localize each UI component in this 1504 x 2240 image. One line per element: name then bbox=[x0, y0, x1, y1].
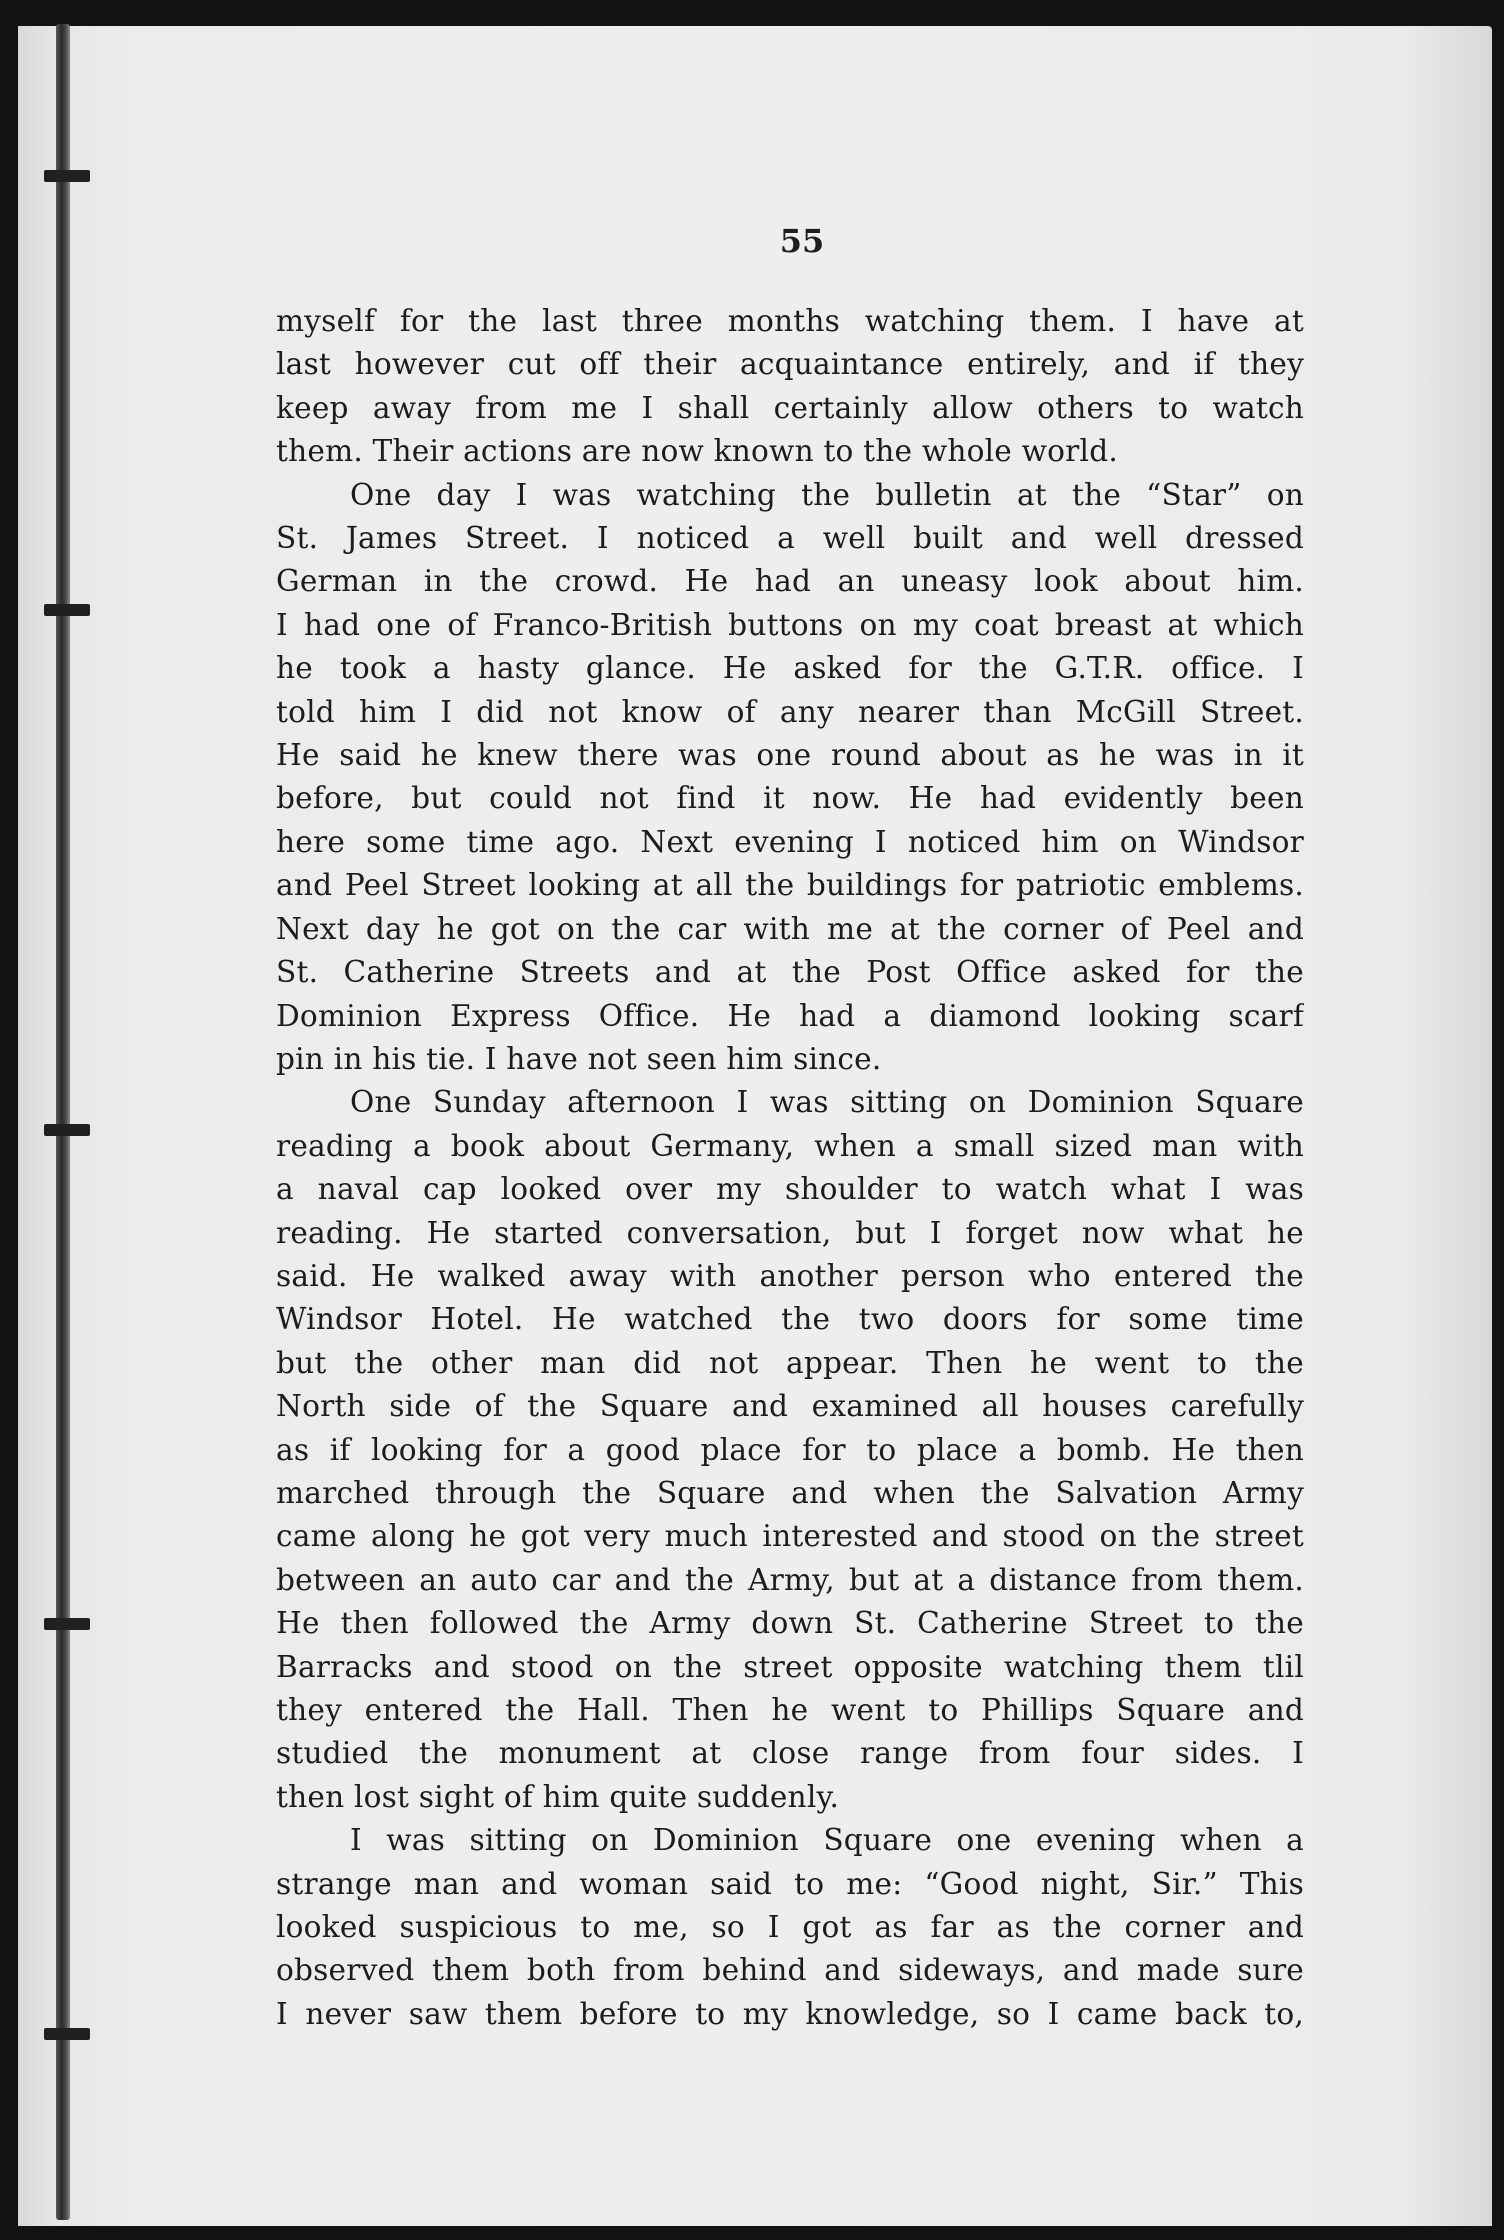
text-line: he took a hasty glance. He asked for the G.T.R. office. I bbox=[276, 651, 1304, 686]
text-line: strange man and woman said to me: “Good night, Sir.” This bbox=[276, 1866, 1304, 1901]
text-line: Next day he got on the car with me at the corner of Peel and bbox=[276, 911, 1304, 946]
text-line: as if looking for a good place for to place a bomb. He then bbox=[276, 1432, 1304, 1467]
binding-stitch bbox=[44, 170, 90, 182]
text-line: observed them both from behind and sideways, and made sure bbox=[276, 1953, 1304, 1988]
text-line: here some time ago. Next evening I noticed him on Windsor bbox=[276, 824, 1304, 859]
text-line: said. He walked away with another person who entered the bbox=[276, 1258, 1304, 1293]
text-line: Windsor Hotel. He watched the two doors for some time bbox=[276, 1302, 1304, 1337]
text-line: St. James Street. I noticed a well built and well dressed bbox=[276, 521, 1304, 556]
text-line: He then followed the Army down St. Catherine Street to the bbox=[276, 1606, 1304, 1641]
text-line: studied the monument at close range from four sides. I bbox=[276, 1736, 1304, 1771]
text-line: He said he knew there was one round about as he was in it bbox=[276, 738, 1304, 773]
page-number: 55 bbox=[779, 222, 825, 260]
binding-stitch bbox=[44, 2028, 90, 2040]
text-line: German in the crowd. He had an uneasy look about him. bbox=[276, 564, 1304, 599]
text-line: they entered the Hall. Then he went to Phillips Square and bbox=[276, 1693, 1304, 1727]
text-line: One Sunday afternoon I was sitting on Dominion Square bbox=[350, 1085, 1304, 1120]
text-line: reading. He started conversation, but I forget now what he bbox=[276, 1215, 1304, 1250]
text-line: Dominion Express Office. He had a diamond looking scarf bbox=[276, 998, 1304, 1033]
text-line: last however cut off their acquaintance entirely, and if they bbox=[276, 347, 1304, 382]
text-line: I never saw them before to my knowledge, so I came back to, bbox=[276, 1996, 1304, 2031]
paragraph bbox=[276, 300, 1304, 474]
text-line: looked suspicious to me, so I got as far as the corner and bbox=[276, 1910, 1304, 1945]
text-line: and Peel Street looking at all the buildings for patriotic emblems. bbox=[276, 868, 1304, 903]
text-line: came along he got very much interested and stood on the street bbox=[276, 1519, 1304, 1554]
text-line: North side of the Square and examined all houses carefully bbox=[276, 1389, 1304, 1424]
text-line: before, but could not find it now. He had evidently been bbox=[276, 781, 1304, 816]
text-line: One day I was watching the bulletin at the “Star” on bbox=[350, 477, 1304, 512]
text-line: marched through the Square and when the Salvation Army bbox=[276, 1475, 1304, 1510]
text-line: but the other man did not appear. Then he went to the bbox=[276, 1345, 1304, 1380]
text-line: I had one of Franco-British buttons on my coat breast at which bbox=[276, 607, 1304, 642]
text-line: then lost sight of him quite suddenly. bbox=[276, 1779, 840, 1814]
text-line: I was sitting on Dominion Square one evening when a bbox=[350, 1823, 1304, 1858]
text-line: a naval cap looked over my shoulder to watch what I was bbox=[276, 1172, 1304, 1207]
text-line: reading a book about Germany, when a small sized man with bbox=[276, 1128, 1304, 1163]
paragraph bbox=[276, 474, 1304, 1082]
body-text bbox=[276, 300, 1304, 2036]
paragraph bbox=[276, 1081, 1304, 1819]
binding-stitch bbox=[44, 1618, 90, 1630]
text-line: myself for the last three months watching them. I have at bbox=[276, 304, 1304, 338]
text-line: St. Catherine Streets and at the Post Office asked for the bbox=[276, 955, 1304, 990]
paragraph bbox=[276, 1819, 1304, 2036]
text-line: them. Their actions are now known to the whole world. bbox=[276, 434, 1118, 469]
text-line: keep away from me I shall certainly allow others to watch bbox=[276, 390, 1304, 425]
binding-stitch bbox=[44, 604, 90, 616]
page-binding bbox=[56, 24, 70, 2220]
text-line: between an auto car and the Army, but at a distance from them. bbox=[276, 1562, 1304, 1597]
text-line: told him I did not know of any nearer than McGill Street. bbox=[276, 694, 1304, 729]
text-line: Barracks and stood on the street opposite watching them tlil bbox=[276, 1649, 1304, 1684]
text-line: pin in his tie. I have not seen him since. bbox=[276, 1041, 882, 1076]
binding-stitch bbox=[44, 1124, 90, 1136]
